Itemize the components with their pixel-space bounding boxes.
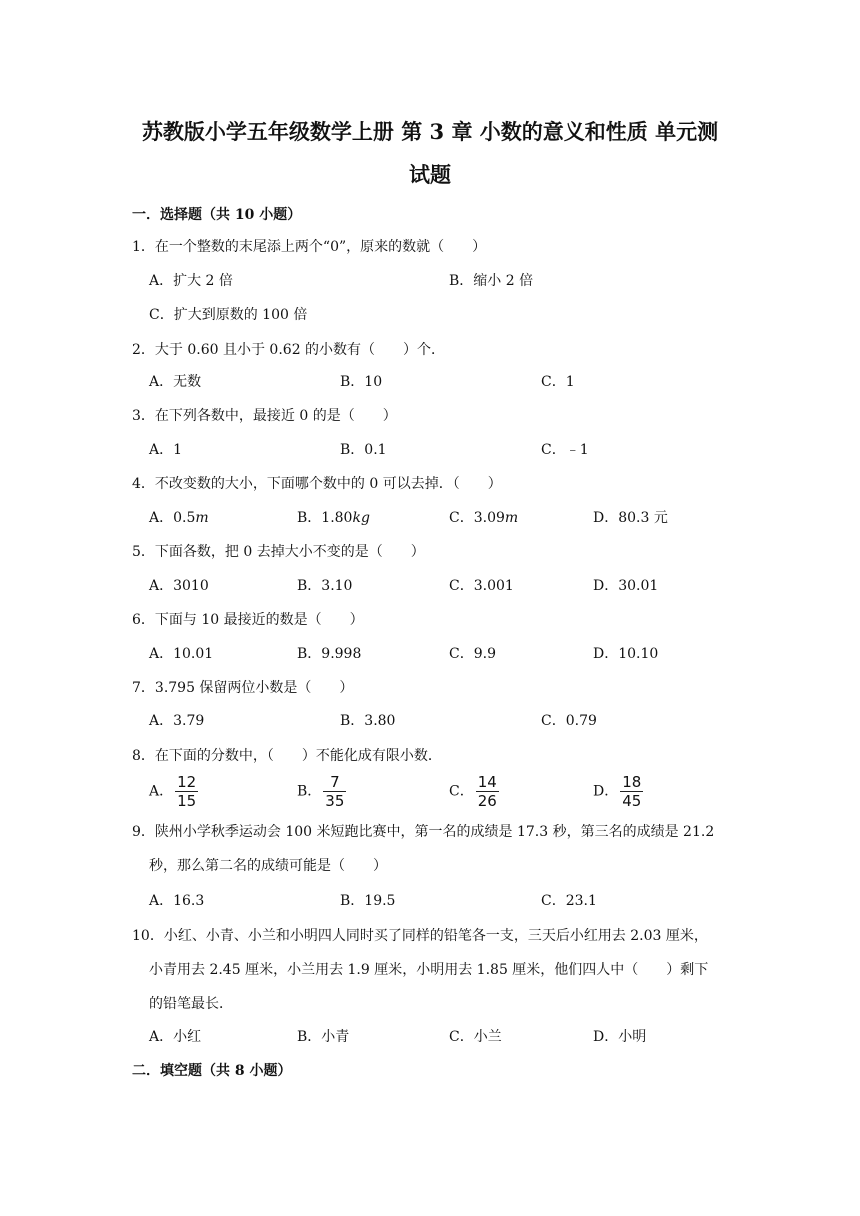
q5-option-b: B．3.10 xyxy=(297,578,353,594)
question-4: 4．不改变数的大小，下面哪个数中的 0 可以去掉．（ ） xyxy=(132,476,502,492)
q2-option-c: C．1 xyxy=(541,374,575,390)
question-9-line1: 9．陕州小学秋季运动会 100 米短跑比赛中，第一名的成绩是 17.3 秒，第三名的成绩是 21.2 xyxy=(132,824,715,840)
question-2: 2．大于 0.60 且小于 0.62 的小数有（ ）个． xyxy=(132,342,446,358)
q4-option-a: A．0.5m xyxy=(149,510,209,526)
fraction-18-45: $\frac{18}{45}$ xyxy=(622,773,642,810)
page-title-line2: 试题 xyxy=(409,162,451,187)
q9-option-b: B．19.5 xyxy=(340,893,396,909)
question-3: 3．在下列各数中，最接近 0 的是（ ） xyxy=(132,408,397,424)
question-7: 7．3.795 保留两位小数是（ ） xyxy=(132,680,354,696)
q8-option-a: A． $\frac{12}{15}$ xyxy=(149,773,197,810)
question-8: 8．在下面的分数中，（ ）不能化成有限小数． xyxy=(132,748,442,764)
question-6: 6．下面与 10 最接近的数是（ ） xyxy=(132,612,364,628)
q2-option-b: B．10 xyxy=(340,374,383,390)
q6-option-a: A．10.01 xyxy=(149,646,214,662)
section-heading-fill: 二．填空题（共 8 小题） xyxy=(132,1063,292,1079)
q4-option-b: B．1.80kg xyxy=(297,510,370,526)
q5-option-d: D．30.01 xyxy=(593,578,659,594)
q7-option-c: C．0.79 xyxy=(541,713,597,729)
q9-option-c: C．23.1 xyxy=(541,893,597,909)
q10-option-d: D．小明 xyxy=(593,1029,647,1045)
question-9-line2: 秒，那么第二名的成绩可能是（ ） xyxy=(149,858,387,874)
q10-option-a: A．小红 xyxy=(149,1029,202,1045)
q1-option-a: A．扩大 2 倍 xyxy=(149,273,233,289)
q1-option-b: B．缩小 2 倍 xyxy=(449,273,534,289)
q8-option-d: D． $\frac{18}{45}$ xyxy=(593,773,642,810)
q3-option-c: C．﹣1 xyxy=(541,442,589,458)
q5-option-a: A．3010 xyxy=(149,578,209,594)
q7-option-a: A．3.79 xyxy=(149,713,205,729)
q1-option-c: C．扩大到原数的 100 倍 xyxy=(149,307,308,323)
q6-option-b: B．9.998 xyxy=(297,646,362,662)
q6-option-c: C．9.9 xyxy=(449,646,496,662)
fraction-12-15: $\frac{12}{15}$ xyxy=(177,773,197,810)
q10-option-c: C．小兰 xyxy=(449,1029,502,1045)
q4-option-d: D．80.3 元 xyxy=(593,510,668,526)
section-heading-choice: 一．选择题（共 10 小题） xyxy=(132,207,302,223)
q8-option-c: C． $\frac{14}{26}$ xyxy=(449,773,497,810)
page-title-line1: 苏教版小学五年级数学上册 第 3 章 小数的意义和性质 单元测 xyxy=(141,119,719,144)
q8-option-b: B． $\frac{7}{35}$ xyxy=(297,773,345,810)
q6-option-d: D．10.10 xyxy=(593,646,659,662)
q4-option-c: C．3.09m xyxy=(449,510,519,526)
q7-option-b: B．3.80 xyxy=(340,713,396,729)
q10-option-b: B．小青 xyxy=(297,1029,350,1045)
question-10-line2: 小青用去 2.45 厘米，小兰用去 1.9 厘米，小明用去 1.85 厘米，他们四人中（ ）剩下 xyxy=(149,962,709,978)
question-1: 1．在一个整数的末尾添上两个“0”，原来的数就（ ） xyxy=(132,239,487,255)
fraction-7-35: $\frac{7}{35}$ xyxy=(325,773,345,810)
q3-option-b: B．0.1 xyxy=(340,442,387,458)
fraction-14-26: $\frac{14}{26}$ xyxy=(477,773,497,810)
q9-option-a: A．16.3 xyxy=(149,893,205,909)
q5-option-c: C．3.001 xyxy=(449,578,514,594)
question-10-line1: 10．小红、小青、小兰和小明四人同时买了同样的铅笔各一支，三天后小红用去 2.03 厘米， xyxy=(132,928,708,944)
q2-option-a: A．无数 xyxy=(149,374,202,390)
q3-option-a: A．1 xyxy=(149,442,183,458)
question-5: 5．下面各数，把 0 去掉大小不变的是（ ） xyxy=(132,544,425,560)
question-10-line3: 的铅笔最长． xyxy=(149,996,233,1012)
